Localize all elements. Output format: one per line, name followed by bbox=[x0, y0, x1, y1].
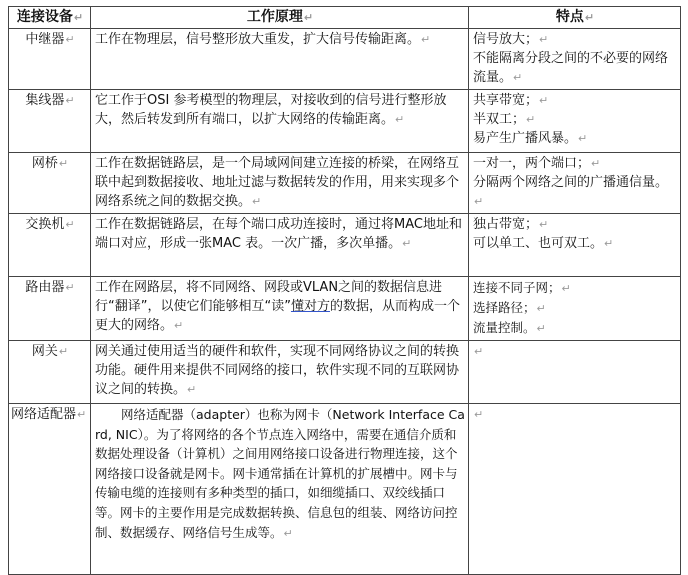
principle-cell: 工作在数据链路层，是一个局域网间建立连接的桥梁，在网络互联中起到数据接收、地址过滤与数据转发的作用，用来实现多个网络系统之间的数据交换。↵ bbox=[91, 153, 469, 214]
features-cell: ↵ bbox=[469, 404, 681, 575]
principle-cell: 网络适配器（adapter）也称为网卡（Network Interface Card, NIC）。为了将网络的各个节点连入网络中，需要在通信介质和数据处理设备（计算机）之间用网络接口设备进行物理连接，这个网络接口设备就是网卡。网卡通常插在计算机的扩展槽中。网卡与传输电缆的连接则有多种类型的插口，如细缆插口、双绞线插口等。网卡的主要作用是完成数据转换、信息包的组装、网络访问控制、数据缓存、网络信号生成等。↵ bbox=[91, 404, 469, 575]
principle-cell: 工作在网路层，将不同网络、网段或VLAN之间的数据信息进行“翻译”，以使它们能够相互“读”懂对方的数据，从而构成一个更大的网络。↵ bbox=[91, 277, 469, 341]
principle-cell: 工作在物理层，信号整形放大重发，扩大信号传输距离。↵ bbox=[91, 29, 469, 90]
document-page bbox=[8, 6, 680, 575]
device-name-cell: 网桥↵ bbox=[9, 153, 91, 214]
device-name-cell: 交换机↵ bbox=[9, 214, 91, 277]
principle-cell: 它工作于OSI 参考模型的物理层，对接收到的信号进行整形放大，然后转发到所有端口，以扩大网络的传输距离。↵ bbox=[91, 90, 469, 153]
device-name-cell: 网络适配器↵ bbox=[9, 404, 91, 575]
device-name-cell: 路由器↵ bbox=[9, 277, 91, 341]
principle-cell: 工作在数据链路层，在每个端口成功连接时，通过将MAC地址和端口对应，形成一张MAC 表。一次广播，多次单播。↵ bbox=[91, 214, 469, 277]
features-cell: 信号放大；↵ 不能隔离分段之间的不必要的网络流量。↵ bbox=[469, 29, 681, 90]
table-header-row bbox=[9, 7, 681, 29]
header-features: 特点↵ bbox=[469, 7, 681, 29]
table-row bbox=[9, 90, 681, 153]
header-principle: 工作原理↵ bbox=[91, 7, 469, 29]
device-name-cell: 网关↵ bbox=[9, 341, 91, 404]
table-row bbox=[9, 277, 681, 341]
table-row bbox=[9, 404, 681, 575]
table-row bbox=[9, 29, 681, 90]
features-cell: 连接不同子网；↵ 选择路径；↵ 流量控制。↵ bbox=[469, 277, 681, 341]
device-name-cell: 集线器↵ bbox=[9, 90, 91, 153]
principle-cell: 网关通过使用适当的硬件和软件，实现不同网络协议之间的转换功能。硬件用来提供不同网络的接口，软件实现不同的互联网协议之间的转换。↵ bbox=[91, 341, 469, 404]
table-row bbox=[9, 153, 681, 214]
underlined-text: 懂对方 bbox=[290, 299, 330, 314]
table-row bbox=[9, 341, 681, 404]
features-cell: 独占带宽；↵ 可以单工、也可双工。↵ bbox=[469, 214, 681, 277]
header-device: 连接设备↵ bbox=[9, 7, 91, 29]
device-name-cell: 中继器↵ bbox=[9, 29, 91, 90]
features-cell: 共享带宽；↵ 半双工；↵ 易产生广播风暴。↵ bbox=[469, 90, 681, 153]
features-cell: 一对一，两个端口；↵ 分隔两个网络之间的广播通信量。↵ bbox=[469, 153, 681, 214]
features-cell: ↵ bbox=[469, 341, 681, 404]
network-devices-table bbox=[8, 6, 681, 575]
table-row bbox=[9, 214, 681, 277]
